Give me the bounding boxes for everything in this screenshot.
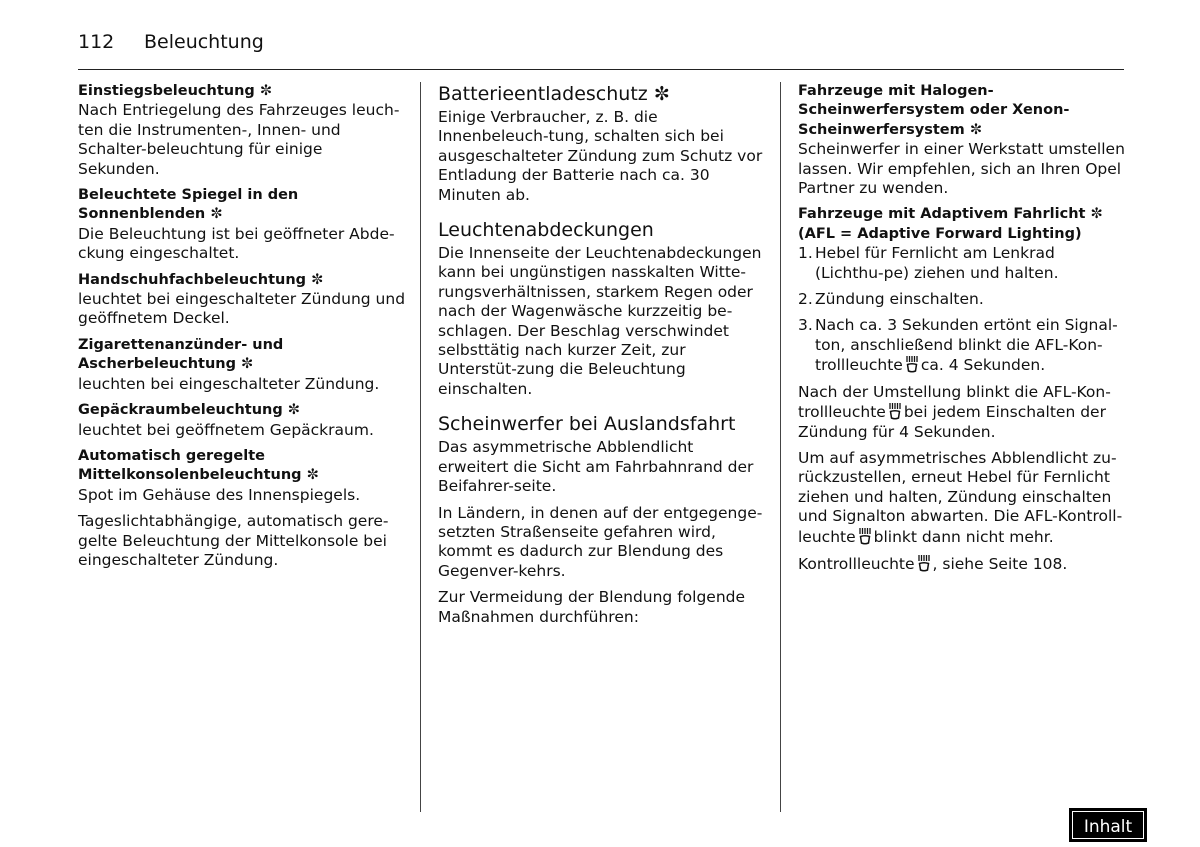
- header-divider: [78, 69, 1124, 70]
- column-divider-2: [780, 82, 781, 812]
- afl-warning-icon: [888, 402, 902, 420]
- procedure-list: [798, 244, 1128, 375]
- list-item: 2. Zündung einschalten.: [798, 290, 984, 309]
- section-title: Fahrzeuge mit Halogen-Scheinwerfersystem oder Xenon-Scheinwerfersystem ✼: [798, 83, 1070, 138]
- option-star-icon: ✼: [306, 467, 319, 484]
- afl-warning-icon: [858, 527, 872, 545]
- paragraph: Um auf asymmetrisches Abblendlicht zu-rückzustellen, erneut Hebel für Fernlicht ziehen und halten, Zündung einschalten und Signalton abwarten. Die AFL-Kontroll-leuchte blinkt dann nicht mehr.: [798, 448, 1123, 546]
- paragraph: Einige Verbraucher, z. B. die Innenbeleuch-tung, schalten sich bei ausgeschalteter Zündung zum Schutz vor Entladung der Batterie nach ca. 30 Minuten ab.: [438, 108, 763, 204]
- section-title: Gepäckraumbeleuchtung ✼: [78, 402, 300, 419]
- list-item: 1. Hebel für Fernlicht am Lenkrad (Lichthu-pe) ziehen und halten.: [798, 244, 1059, 282]
- section-text: leuchtet bei geöffnetem Gepäckraum.: [78, 420, 374, 439]
- section-text: Spot im Gehäuse des Innenspiegels.: [78, 485, 361, 504]
- heading-battery-protection: Batterieentladeschutz ✼: [438, 83, 670, 105]
- heading-lamp-covers: Leuchtenabdeckungen: [438, 219, 654, 242]
- section-title: Beleuchtete Spiegel in den Sonnenblenden ✼: [78, 187, 299, 223]
- section-title: Zigarettenanzünder- und Ascherbeleuchtung ✼: [78, 336, 284, 373]
- section-title: Automatisch geregelte Mittelkonsolenbeleuchtung ✼: [78, 447, 319, 484]
- contents-button[interactable]: Inhalt: [1069, 808, 1147, 842]
- option-star-icon: ✼: [259, 83, 273, 99]
- paragraph: Kontrollleuchte , siehe Seite 108.: [798, 554, 1068, 573]
- column-3: [798, 82, 1128, 574]
- page-number: 112: [78, 31, 115, 53]
- option-star-icon: ✼: [653, 83, 670, 105]
- paragraph: Das asymmetrische Abblendlicht erweitert die Sicht am Fahrbahnrand der Beifahrer-seite.: [438, 438, 754, 496]
- section-text: Scheinwerfer in einer Werkstatt umstellen lassen. Wir empfehlen, sich an Ihren Opel Partner zu wenden.: [798, 140, 1125, 198]
- paragraph: Die Innenseite der Leuchtenabdeckungen kann bei ungünstigen nasskalten Witte-rungsverhältnissen, starkem Regen oder nach der Wagenwäsche kurzzeitig be-schlagen. Der Beschlag verschwindet selbsttätig nach kurzer Zeit, zur Unterstüt-zung die Beleuchtung einschalten.: [438, 244, 762, 398]
- paragraph: Nach der Umstellung blinkt die AFL-Kon-trollleuchte bei jedem Einschalten der Zündung für 4 Sekunden.: [798, 382, 1111, 441]
- list-item: 3. Nach ca. 3 Sekunden ertönt ein Signal-ton, anschließend blinkt die AFL-Kon-trollleuchte ca. 4 Sekunden.: [798, 316, 1118, 375]
- page-title: Beleuchtung: [144, 31, 264, 53]
- option-star-icon: ✼: [210, 206, 223, 223]
- section-text: leuchtet bei eingeschalteter Zündung und geöffnetem Deckel.: [78, 290, 406, 328]
- option-star-icon: ✼: [287, 402, 300, 419]
- option-star-icon: ✼: [311, 271, 324, 288]
- option-star-icon: ✼: [969, 121, 982, 138]
- section-text: leuchten bei eingeschalteter Zündung.: [78, 374, 380, 393]
- option-star-icon: ✼: [241, 356, 254, 373]
- afl-warning-icon: [917, 554, 931, 572]
- paragraph: In Ländern, in denen auf der entgegenge-setzten Straßenseite gefahren wird, kommt es dadurch zur Blendung des Gegenver-kehrs.: [438, 503, 763, 580]
- section-title: Fahrzeuge mit Adaptivem Fahrlicht ✼ (AFL = Adaptive Forward Lighting): [798, 206, 1103, 242]
- option-star-icon: ✼: [1090, 206, 1103, 223]
- section-text: Nach Entriegelung des Fahrzeuges leuch-ten die Instrumenten-, Innen- und Schalter-beleuchtung für einige Sekunden.: [78, 101, 400, 178]
- column-2: [438, 82, 768, 627]
- section-text: Tageslichtabhängige, automatisch gere-gelte Beleuchtung der Mittelkonsole bei eingeschalteter Zündung.: [78, 512, 389, 569]
- column-divider-1: [420, 82, 421, 812]
- section-text: Die Beleuchtung ist bei geöffneter Abde-ckung eingeschaltet.: [78, 224, 395, 263]
- afl-warning-icon: [905, 355, 919, 373]
- section-title: Einstiegsbeleuchtung ✼: [78, 83, 273, 99]
- paragraph: Zur Vermeidung der Blendung folgende Maßnahmen durchführen:: [438, 588, 746, 626]
- section-title: Handschuhfachbeleuchtung ✼: [78, 271, 324, 288]
- heading-headlamps-abroad: Scheinwerfer bei Auslandsfahrt: [438, 413, 736, 436]
- column-1: [78, 82, 408, 570]
